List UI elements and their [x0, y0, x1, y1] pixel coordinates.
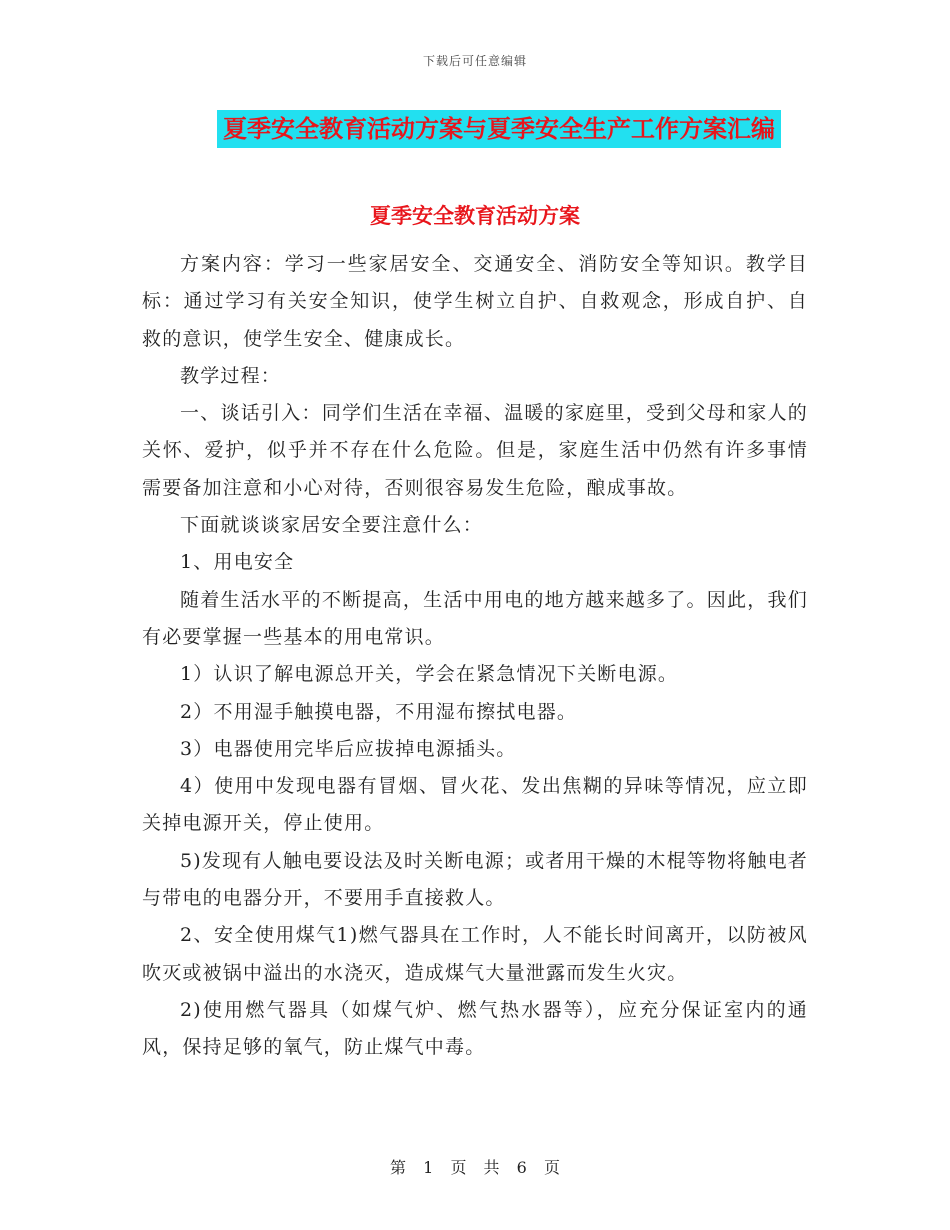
- page-label-prefix: 第: [390, 1158, 407, 1177]
- paragraph: 2、安全使用煤气1)燃气器具在工作时，人不能长时间离开，以防被风吹灭或被锅中溢出的水浇灭，造成煤气大量泄露而发生火灾。: [142, 924, 808, 984]
- paragraph: 方案内容：学习一些家居安全、交通安全、消防安全等知识。教学目标：通过学习有关安全知识，使学生树立自护、自救观念，形成自护、自救的意识，使学生安全、健康成长。: [142, 253, 808, 350]
- paragraph: 随着生活水平的不断提高，生活中用电的地方越来越多了。因此，我们有必要掌握一些基本的用电常识。: [142, 588, 808, 648]
- page-number: 1: [423, 1158, 434, 1177]
- paragraph: 2)使用燃气器具（如煤气炉、燃气热水器等），应充分保证室内的通风，保持足够的氧气，防止煤气中毒。: [142, 998, 808, 1059]
- paragraph: 4）使用中发现电器有冒烟、冒火花、发出焦糊的异味等情况，应立即关掉电源开关，停止使用。: [142, 775, 808, 835]
- section-title: 夏季安全教育活动方案: [370, 204, 580, 228]
- total-label: 共: [483, 1158, 500, 1177]
- page-footer: [0, 1155, 950, 1178]
- paragraph: 1、用电安全: [180, 551, 295, 574]
- paragraph: 教学过程：: [180, 364, 282, 387]
- paragraph: 2）不用湿手触摸电器，不用湿布擦拭电器。: [180, 700, 578, 723]
- paragraph: 下面就谈谈家居安全要注意什么：: [180, 514, 484, 537]
- document-title: 夏季安全教育活动方案与夏季安全生产工作方案汇编: [217, 110, 781, 148]
- page-label-mid: 页: [450, 1158, 467, 1177]
- header-note: 下载后可任意编辑: [422, 54, 527, 68]
- paragraph: 一、谈话引入：同学们生活在幸福、温暖的家庭里，受到父母和家人的关怀、爱护，似乎并不存在什么危险。但是，家庭生活中仍然有许多事情需要备加注意和小心对待，否则很容易发生危险，酿成事故。: [142, 402, 808, 499]
- page-label-suffix: 页: [543, 1158, 560, 1177]
- paragraph: 1）认识了解电源总开关，学会在紧急情况下关断电源。: [180, 663, 679, 686]
- total-pages: 6: [516, 1158, 527, 1177]
- document-body: [142, 246, 808, 1067]
- document-title-wrapper: [0, 110, 950, 148]
- paragraph: 3）电器使用完毕后应拔掉电源插头。: [180, 737, 517, 760]
- paragraph: 5)发现有人触电要设法及时关断电源；或者用干燥的木棍等物将触电者与带电的电器分开，不要用手直接救人。: [142, 849, 808, 910]
